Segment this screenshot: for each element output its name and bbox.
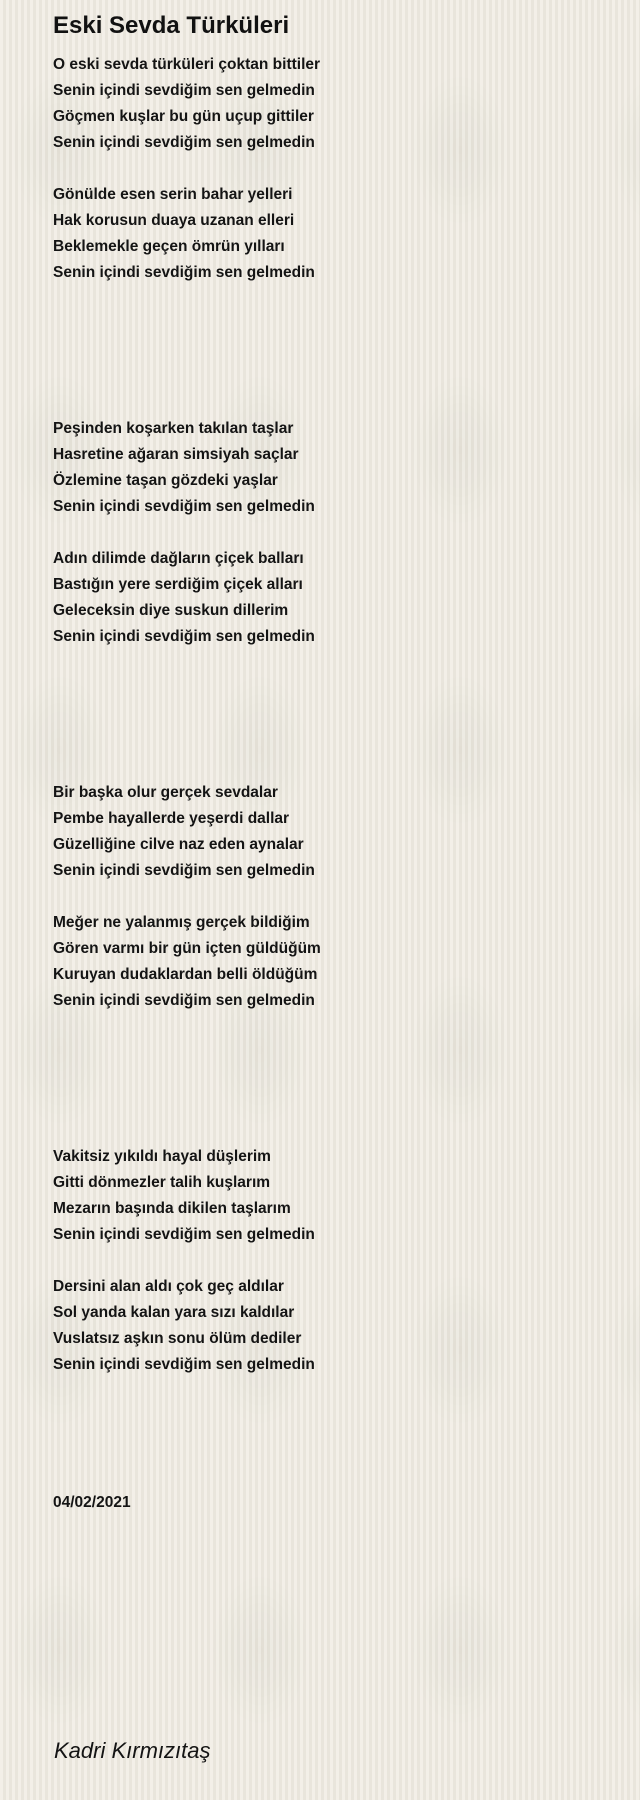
verse-line: Senin içindi sevdiğim sen gelmedin bbox=[53, 498, 315, 515]
verse-line: Senin içindi sevdiğim sen gelmedin bbox=[53, 992, 315, 1009]
verse-line: Sol yanda kalan yara sızı kaldılar bbox=[53, 1304, 295, 1321]
verse-line: Hasretine ağaran simsiyah saçlar bbox=[53, 446, 299, 463]
poem-author: Kadri Kırmızıtaş bbox=[54, 1738, 211, 1763]
verse-line: Pembe hayallerde yeşerdi dallar bbox=[53, 810, 290, 827]
verse-line: Dersini alan aldı çok geç aldılar bbox=[53, 1278, 284, 1295]
verse-line: Vuslatsız aşkın sonu ölüm dediler bbox=[53, 1330, 302, 1347]
stanza-1 bbox=[53, 52, 573, 156]
poem-title: Eski Sevda Türküleri bbox=[53, 12, 290, 39]
verse-line: Vakitsiz yıkıldı hayal düşlerim bbox=[53, 1148, 271, 1165]
stanza-4 bbox=[53, 546, 573, 650]
verse-line: Adın dilimde dağların çiçek balları bbox=[53, 550, 304, 567]
verse-line: Bir başka olur gerçek sevdalar bbox=[53, 784, 278, 801]
stanza-5 bbox=[53, 780, 573, 884]
verse-line: Geleceksin diye suskun dillerim bbox=[53, 602, 289, 619]
verse-line: Senin içindi sevdiğim sen gelmedin bbox=[53, 1356, 315, 1373]
verse-line: Mezarın başında dikilen taşlarım bbox=[53, 1200, 291, 1217]
verse-line: Özlemine taşan gözdeki yaşlar bbox=[53, 472, 278, 489]
stanza-8 bbox=[53, 1274, 573, 1378]
verse-line: Güzelliğine cilve naz eden aynalar bbox=[53, 836, 304, 853]
stanza-3 bbox=[53, 416, 573, 520]
verse-line: Kuruyan dudaklardan belli öldüğüm bbox=[53, 966, 318, 983]
verse-line: Gören varmı bir gün içten güldüğüm bbox=[53, 940, 321, 957]
verse-line: Göçmen kuşlar bu gün uçup gittiler bbox=[53, 108, 314, 125]
section-spacer bbox=[53, 1040, 573, 1144]
verse-line: Senin içindi sevdiğim sen gelmedin bbox=[53, 264, 315, 281]
verse-line: Gitti dönmezler talih kuşlarım bbox=[53, 1174, 271, 1191]
verse-line: Senin içindi sevdiğim sen gelmedin bbox=[53, 1226, 315, 1243]
verse-line: Senin içindi sevdiğim sen gelmedin bbox=[53, 862, 315, 879]
section-spacer bbox=[53, 676, 573, 780]
verse-line: O eski sevda türküleri çoktan bittiler bbox=[53, 56, 321, 73]
verse-line: Meğer ne yalanmış gerçek bildiğim bbox=[53, 914, 310, 931]
verse-line: Bastığın yere serdiğim çiçek alları bbox=[53, 576, 303, 593]
poem-date: 04/02/2021 bbox=[53, 1494, 131, 1511]
verse-line: Senin içindi sevdiğim sen gelmedin bbox=[53, 628, 315, 645]
section-spacer bbox=[53, 312, 573, 416]
verse-line: Hak korusun duaya uzanan elleri bbox=[53, 212, 295, 229]
verse-line: Peşinden koşarken takılan taşlar bbox=[53, 420, 294, 437]
verse-line: Senin içindi sevdiğim sen gelmedin bbox=[53, 82, 315, 99]
verse-line: Senin içindi sevdiğim sen gelmedin bbox=[53, 134, 315, 151]
verse-line: Gönülde esen serin bahar yelleri bbox=[53, 186, 293, 203]
stanza-6 bbox=[53, 910, 573, 1014]
stanza-7 bbox=[53, 1144, 573, 1248]
verse-line: Beklemekle geçen ömrün yılları bbox=[53, 238, 285, 255]
stanza-2 bbox=[53, 182, 573, 286]
poem-body bbox=[53, 52, 573, 1404]
